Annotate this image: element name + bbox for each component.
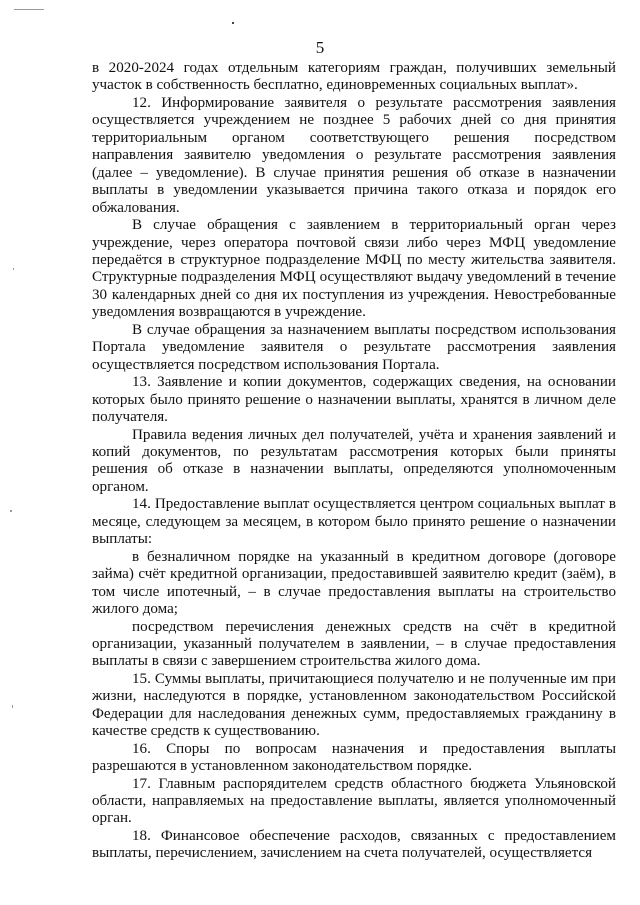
- paragraph: 12. Информирование заявителя о результате рассмотрения заявления осуществляется учреждением не позднее 5 рабочих дней со дня принятия территориальным органом соответствующего решения посредством направления заявителю уведомления о результате рассмотрения заявления (далее – уведомление). В случае принятия решения об отказе в назначении выплаты в уведомлении указывается причина такого отказа и порядок его обжалования.: [92, 94, 616, 216]
- paragraph: посредством перечисления денежных средств на счёт в кредитной организации, указанный получателем в заявлении, – в случае предоставления выплаты в связи с завершением строительства жилого дома.: [92, 618, 616, 670]
- scan-artifact: [232, 22, 234, 24]
- paragraph: 14. Предоставление выплат осуществляется центром социальных выплат в месяце, следующем за месяцем, в котором было принято решение о назначении выплаты:: [92, 496, 616, 548]
- document-body: [92, 60, 616, 863]
- paragraph: в 2020-2024 годах отдельным категориям граждан, получивших земельный участок в собственность бесплатно, единовременных социальных выплат».: [92, 60, 616, 94]
- scan-artifact: [12, 705, 13, 708]
- paragraph: В случае обращения за назначением выплаты посредством использования Портала уведомление заявителя о результате рассмотрения заявления осуществляется посредством использования Портала.: [92, 321, 616, 373]
- paragraph: Правила ведения личных дел получателей, учёта и хранения заявлений и копий документов, по результатам рассмотрения которых были приняты решения об отказе в назначении выплаты, определяются уполномоченным органом.: [92, 426, 616, 495]
- scan-artifact: [14, 9, 44, 10]
- scan-artifact: [10, 510, 12, 512]
- paragraph: В случае обращения с заявлением в территориальный орган через учреждение, через оператора почтовой связи либо через МФЦ уведомление передаётся в структурное подразделение МФЦ по месту жительства заявителя. Структурные подразделения МФЦ осуществляют выдачу уведомлений в течение 30 календарных дней со дня их поступления из учреждения. Невостребованные уведомления возвращаются в учреждение.: [92, 217, 616, 321]
- page-number: 5: [315, 38, 325, 57]
- paragraph: 16. Споры по вопросам назначения и предоставления выплаты разрешаются в установленном законодательством порядке.: [92, 740, 616, 775]
- paragraph: 15. Суммы выплаты, причитающиеся получателю и не полученные им при жизни, наследуются в порядке, установленном законодательством Российской Федерации для наследования денежных сумм, предоставляемых гражданину в качестве средств к существованию.: [92, 670, 616, 740]
- scan-artifact: [13, 268, 14, 270]
- paragraph: в безналичном порядке на указанный в кредитном договоре (договоре займа) счёт кредитной организации, предоставившей заявителю кредит (заём), в том числе ипотечный, – в случае предоставления выплаты на строительство жилого дома;: [92, 548, 616, 618]
- paragraph: 18. Финансовое обеспечение расходов, связанных с предоставлением выплаты, перечислением, зачислением на счета получателей, осуществляется: [92, 827, 616, 862]
- paragraph: 17. Главным распорядителем средств областного бюджета Ульяновской области, направляемых на предоставление выплаты, является уполномоченный орган.: [92, 775, 616, 827]
- paragraph: 13. Заявление и копии документов, содержащих сведения, на основании которых было принято решение о назначении выплаты, хранятся в личном деле получателя.: [92, 374, 616, 426]
